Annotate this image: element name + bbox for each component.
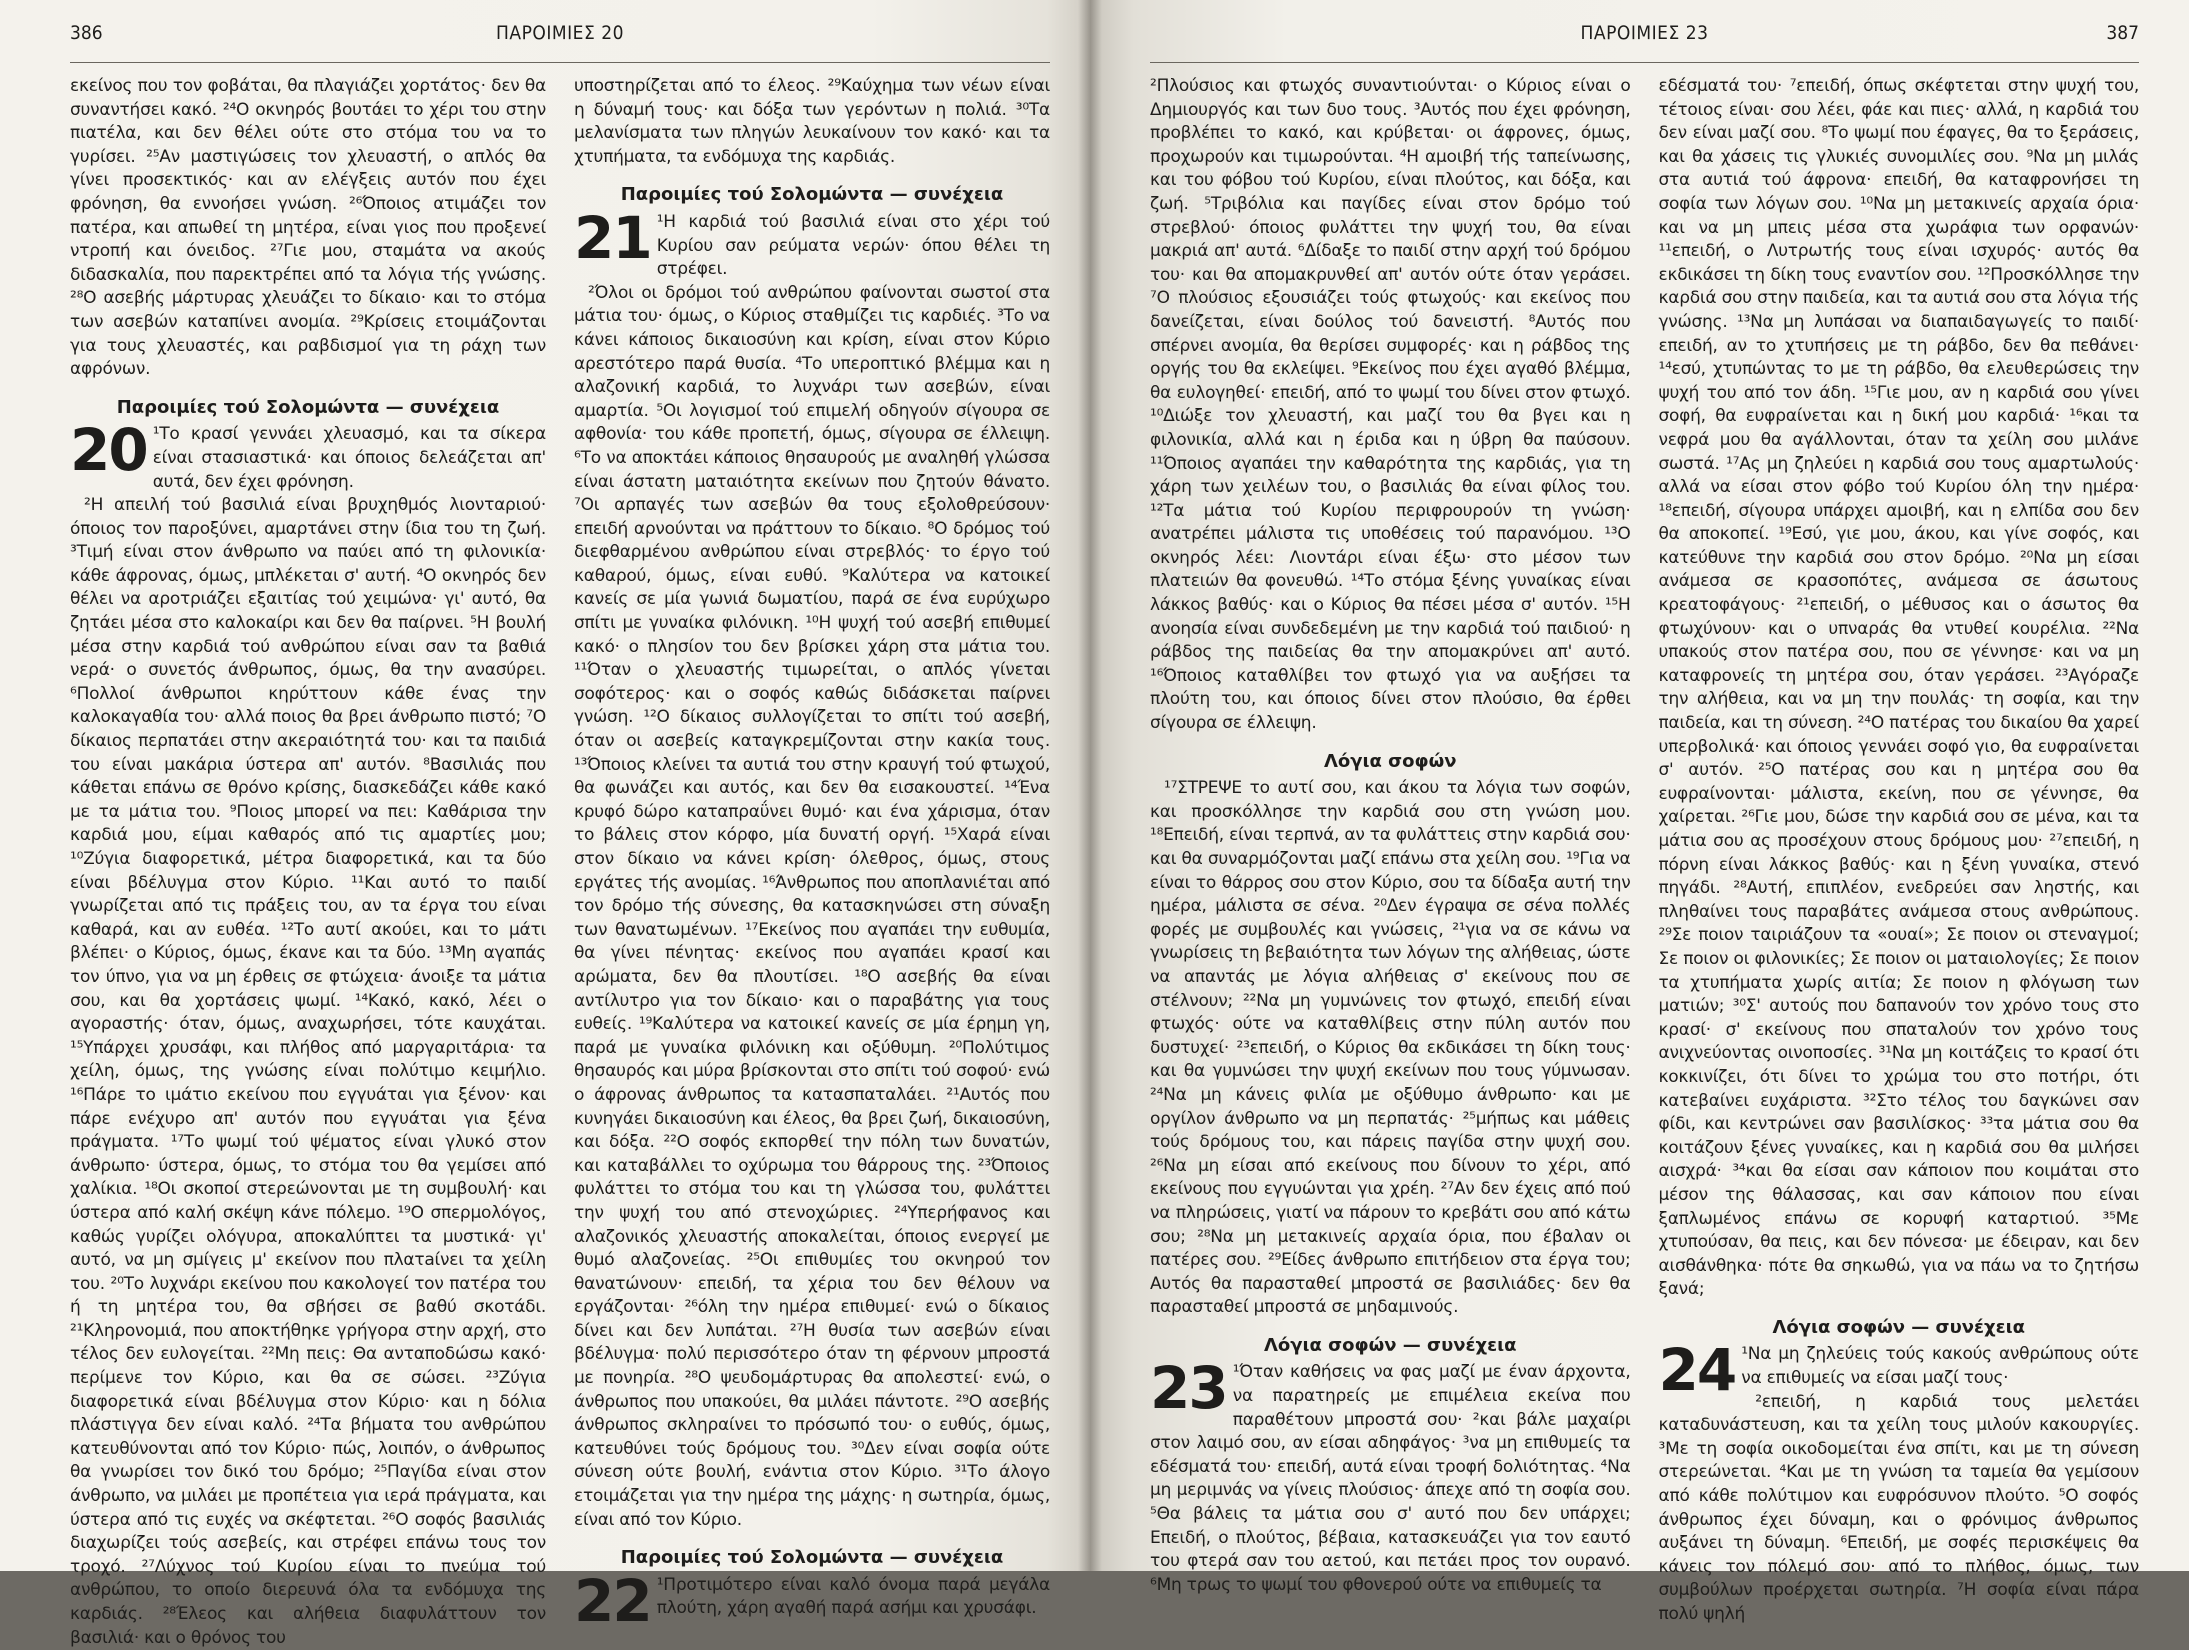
section-heading: Παροιμίες τού Σολομώντα — συνέχεια	[620, 1547, 1004, 1569]
verse-text: ¹Η καρδιά τού βασιλιά είναι στο χέρι τού Κυρίου σαν ρεύματα νερών· όπου θέλει τη στρέφει.	[656, 211, 1050, 280]
left-page	[0, 0, 1090, 1648]
verse-text: ¹Όταν καθήσεις να φας μαζί με έναν άρχοντα, να παρατηρείς με επιμέλεια εκείνα που παραθέτουν μπροστά σου· ²και βάλε μαχαίρι στον λαιμό σου, αν είσαι αδηφάγος· ³να μη επιθυμείς τα εδέσματά του· επειδή, αυτά είναι τροφή δολιότητας. ⁴Να μη μεριμνάς να γίνεις πλούσιος· άπεχε από τη σοφία σου. ⁵Θα βάλεις τα μάτια σου σ' αυτό που δεν υπάρχει; Επειδή, ο πλούτος, βέβαια, κατασκευάζει για τον εαυτό του φτερά σαν του αετού, και πετάει προς τον ουρανό. ⁶Μη τρως το ψωμί του φθονερού ούτε να επιθυμείς τα	[1150, 1362, 1631, 1595]
header-rule	[1150, 62, 2139, 63]
chapter-number: 21	[574, 203, 651, 272]
right-page-column-1	[1150, 75, 1631, 1595]
verse-text: εκείνος που τον φοβάται, θα πλαγιάζει χορτάτος· δεν θα συναντήσει κακό. ²⁴Ο οκνηρός βουτάει το χέρι του στην πιατέλα, και δεν θέλει ούτε στο στόμα του να το γυρίσει. ²⁵Αν μαστιγώσεις τον χλευαστή, ο απλός θα γίνει προσεκτικός· και αν ελέγξεις αυτόν που έχει φρόνηση, θα εννοήσει γνώση. ²⁶Όποιος ατιμάζει τον πατέρα, και απωθεί τη μητέρα, είναι γιος που προξενεί ντροπή και όνειδος. ²⁷Γιε μου, σταμάτα να ακούς διδασκαλία, που παρεκτρέπει από τα λόγια τής γνώσης. ²⁸Ο ασεβής μάρτυρας χλευάζει το δίκαιο· και το στόμα των ασεβών καταπίνει ανομία. ²⁹Κρίσεις ετοιμάζονται για τους χλευαστές, και ραβδισμοί για τη ράχη των αφρόνων.	[70, 76, 546, 380]
verse-paragraph	[1659, 75, 2140, 1302]
verse-text: ²Όλοι οι δρόμοι τού ανθρώπου φαίνονται σωστοί στα μάτια του· όμως, ο Κύριος σταθμίζει τις καρδιές. ³Το να κάνει κάποιος δικαιοσύνη και κρίση, είναι στον Κύριο αρεστότερο παρά θυσία. ⁴Το υπεροπτικό βλέμμα και η αλαζονική καρδιά, το λυχνάρι των ασεβών, είναι αμαρτία. ⁵Οι λογισμοί τού επιμελή οδηγούν σίγουρα σε αφθονία· του κάθε προπετή, όμως, σίγουρα σε έλλειψη. ⁶Το να αποκτάει κάποιος θησαυρούς με αναληθή γλώσσα είναι άστατη ματαιότητα εκείνων που ζητούν θάνατο. ⁷Οι αρπαγές των ασεβών θα τους εξολοθρεύσουν· επειδή αρνούνται να πράττουν το δίκαιο. ⁸Ο δρόμος τού διεφθαρμένου ανθρώπου είναι στρεβλός· το έργο τού καθαρού, όμως, είναι ευθύ. ⁹Καλύτερα να κατοικεί κανείς σε μία γωνιά δωματίου, παρά σε ένα ευρύχωρο σπίτι με γυναίκα φιλόνικη. ¹⁰Η ψυχή τού ασεβή επιθυμεί κακό· ο πλησίον του δεν βρίσκει χάρη στα μάτια του. ¹¹Όταν ο χλευαστής τιμωρείται, ο απλός γίνεται σοφότερος· και ο σοφός καθώς διδάσκεται παίρνει γνώση. ¹²Ο δίκαιος συλλογίζεται το σπίτι τού ασεβή, όταν οι ασεβείς καταγκρεμίζονται στην κακία τους. ¹³Όποιος κλείνει τα αυτιά του στην κραυγή τού φτωχού, θα φωνάζει και αυτός, και δεν θα εισακουστεί. ¹⁴Ένα κρυφό δώρο καταπραΰνει θυμό· και ένα χάρισμα, όταν το βάλεις στον κόρφο, μία δυνατή οργή. ¹⁵Χαρά είναι στον δίκαιο να κάνει κρίση· όλεθρος, όμως, στους εργάτες τής ανομίας. ¹⁶Άνθρωπος που αποπλανιέται από τον δρόμο τής σύνεσης, θα κατασκηνώσει στη σύναξη των θανατωμένων. ¹⁷Εκείνος που αγαπάει την ευθυμία, θα γίνει πένητας· εκείνος που αγαπάει κρασί και αρώματα, δεν θα πλουτίσει. ¹⁸Ο ασεβής θα είναι αντίλυτρο για τον δίκαιο· και ο παραβάτης για τους ευθείς. ¹⁹Καλύτερα να κατοικεί κανείς σε μία έρημη γη, παρά με γυναίκα φιλόνικη και οξύθυμη. ²⁰Πολύτιμος θησαυρός και μύρα βρίσκονται στο σπίτι τού σοφού· ενώ ο άφρονας άνθρωπος τα κατασπαταλάει. ²¹Αυτός που κυνηγάει δικαιοσύνη και έλεος, θα βρει ζωή, δικαιοσύνη, και δόξα. ²²Ο σοφός εκπορθεί την πόλη των δυνατών, και καταβάλλει το οχύρωμα του θάρρους της. ²³Όποιος φυλάττει το στόμα του και τη γλώσσα του, φυλάττει την ψυχή του από στενοχώριες. ²⁴Υπερήφανος και αλαζονικός χλευαστής αποκαλείται, όποιος ενεργεί με θυμό αλαζονείας. ²⁵Οι επιθυμίες του οκνηρού τον θανατώνουν· επειδή, τα χέρια του δεν θέλουν να εργάζονται· ²⁶όλη την ημέρα επιθυμεί· ενώ ο δίκαιος δίνει και δεν λυπάται. ²⁷Η θυσία των ασεβών είναι βδέλυγμα· πολύ περισσότερο όταν τη φέρνουν μπροστά με πονηρία. ²⁸Ο ψευδομάρτυρας θα απολεστεί· ενώ, ο άνθρωπος που υπακούει, θα μιλάει πάντοτε. ²⁹Ο ασεβής άνθρωπος σκληραίνει το πρόσωπό του· ο ευθύς, όμως, κατευθύνει τούς δρόμους του. ³⁰Δεν είναι σοφία ούτε σύνεση ούτε βουλή, ενάντια στον Κύριο. ³¹Το άλογο ετοιμάζεται για την ημέρα της μάχης· η σωτηρία, όμως, είναι από τον Κύριο.	[574, 282, 1050, 1530]
running-title: ΠΑΡΟΙΜΙΕΣ 20	[496, 22, 624, 44]
right-page-header	[1150, 22, 2139, 52]
chapter-number: 23	[1150, 1354, 1227, 1423]
section-heading: Παροιμίες τού Σολομώντα — συνέχεια	[116, 396, 500, 418]
verse-paragraph	[574, 75, 1050, 169]
right-page	[1090, 0, 2189, 1624]
left-page-column-2	[574, 75, 1050, 1635]
section-heading: Λόγια σοφών — συνέχεια	[1772, 1316, 2026, 1338]
verse-paragraph	[70, 494, 546, 1650]
verse-paragraph	[70, 75, 546, 382]
left-page-column-1	[70, 75, 546, 1648]
verse-text: ²Πλούσιος και φτωχός συναντιούνται· ο Κύριος είναι ο Δημιουργός και των δυο τους. ³Αυτός που έχει φρόνηση, προβλέπει το κακό, και κρύβεται· οι άφρονες, όμως, προχωρούν και τιμωρούνται. ⁴Η αμοιβή τής ταπείνωσης, και του φόβου τού Κυρίου, είναι πλούτος, και δόξα, και ζωή. ⁵Τριβόλια και παγίδες είναι στον δρόμο τού στρεβλού· όποιος φυλάττει την ψυχή του, θα είναι μακριά απ' αυτά. ⁶Δίδαξε το παιδί στην αρχή τού δρόμου του· και θα απομακρυνθεί απ' αυτόν ούτε όταν γεράσει. ⁷Ο πλούσιος εξουσιάζει τούς φτωχούς· και εκείνος που δανείζεται, είναι δούλος τού δανειστή. ⁸Αυτός που σπέρνει ανομία, θα θερίσει συμφορές· και η ράβδος της οργής του θα εκλείψει. ⁹Εκείνος που έχει αγαθό βλέμμα, θα ευλογηθεί· επειδή, από το ψωμί του δίνει στον φτωχό. ¹⁰Διώξε τον χλευαστή, και μαζί του θα βγει και η φιλονικία, αλλά και η έριδα και η ύβρη θα παύσουν. ¹¹Όποιος αγαπάει την καθαρότητα της καρδιάς, για τη χάρη των χειλέων του, ο βασιλιάς θα είναι φίλος του. ¹²Τα μάτια τού Κυρίου περιφρουρούν τη γνώση· ανατρέπει μάλιστα τις υποθέσεις τού παρανόμου. ¹³Ο οκνηρός λέει: Λιοντάρι είναι έξω· στο μέσον των πλατειών θα φονευθώ. ¹⁴Το στόμα ξένης γυναίκας είναι λάκκος βαθύς· και ο Κύριος θα πέσει μέσα σ' αυτόν. ¹⁵Η ανοησία είναι συνδεδεμένη με την καρδιά τού παιδιού· η ράβδος της παιδείας θα την απομακρύνει απ' αυτό. ¹⁶Όποιος καταθλίβει τον φτωχό για να αυξήσει τα πλούτη του, και όποιος δίνει στον πλούσιο, θα έρθει σίγουρα σε έλλειψη.	[1150, 76, 1631, 734]
book-gutter-shadow	[1078, 0, 1102, 1571]
left-page-header	[70, 22, 1050, 52]
verse-paragraph	[1150, 75, 1631, 736]
verse-paragraph	[1150, 1354, 1631, 1597]
verse-paragraph	[1659, 1391, 2140, 1627]
verse-text: εδέσματά του· ⁷επειδή, όπως σκέφτεται στην ψυχή του, τέτοιος είναι· σου λέει, φάε και πιες· αλλά, η καρδιά του δεν είναι μαζί σου. ⁸Το ψωμί που έφαγες, θα το ξεράσεις, και θα χάσεις τις γλυκιές συνομιλίες σου. ⁹Να μη μιλάς στα αυτιά τού άφρονα· επειδή, θα καταφρονήσει τη σοφία των λόγων σου. ¹⁰Να μη μετακινείς αρχαία όρια· και να μη μπεις μέσα στα χωράφια των ορφανών· ¹¹επειδή, ο Λυτρωτής τους είναι ισχυρός· αυτός θα εκδικάσει τη δίκη τους εναντίον σου. ¹²Προσκόλλησε την καρδιά σου στην παιδεία, και τα αυτιά σου στα λόγια τής γνώσης. ¹³Να μη λυπάσαι να διαπαιδαγωγείς το παιδί· επειδή, αν το χτυπήσεις με τη ράβδο, δεν θα πεθάνει· ¹⁴εσύ, χτυπώντας το με τη ράβδο, θα ελευθερώσεις την ψυχή του από τον άδη. ¹⁵Γιε μου, αν η καρδιά σου γίνει σοφή, θα ευφραίνεται και η δική μου καρδιά· ¹⁶και τα νεφρά μου θα αγάλλονται, όταν τα χείλη σου μιλάνε σωστά. ¹⁷Ας μη ζηλεύει η καρδιά σου τους αμαρτωλούς· αλλά να είσαι στον φόβο τού Κυρίου όλη την ημέρα· ¹⁸επειδή, σίγουρα υπάρχει αμοιβή, και η ελπίδα σου δεν θα αποκοπεί. ¹⁹Εσύ, γιε μου, άκου, και γίνε σοφός, και κατεύθυνε την καρδιά σου στον δρόμο. ²⁰Να μη είσαι ανάμεσα σε κρασοπότες, ανάμεσα σε άσωτους κρεατοφάγους· ²¹επειδή, ο μέθυσος και ο άσωτος θα φτωχύνουν· και ο υπναράς θα ντυθεί κουρέλια. ²²Να υπακούς στον πατέρα σου, που σε γέννησε· και να μη καταφρονείς τη μητέρα σου, όταν γεράσει. ²³Αγόραζε την αλήθεια, και να μη την πουλάς· τη σοφία, και την παιδεία, και τη σύνεση. ²⁴Ο πατέρας του δικαίου θα χαρεί υπερβολικά· και όποιος γεννάει σοφό γιο, θα ευφραίνεται σ' αυτόν. ²⁵Ο πατέρας σου και η μητέρα σου θα ευφραίνονται· μάλιστα, εκείνη, που σε γέννησε, θα χαίρεται. ²⁶Γιε μου, δώσε την καρδιά σου σε μένα, και τα μάτια σου ας προσέχουν στους δρόμους μου· ²⁷επειδή, η πόρνη είναι λάκκος βαθύς· και η ξένη γυναίκα, στενό πηγάδι. ²⁸Αυτή, επιπλέον, ενεδρεύει σαν ληστής, και πληθαίνει τους παραβάτες ανάμεσα στους ανθρώπους. ²⁹Σε ποιον ταιριάζουν τα «ουαί»; Σε ποιον οι στεναγμοί; Σε ποιον οι φιλονικίες; Σε ποιον οι ματαιολογίες; Σε ποιον τα χτυπήματα χωρίς αιτία; Σε ποιον η φλόγωση των ματιών; ³⁰Σ' αυτούς που δαπανούν τον χρόνο τους στο κρασί· σ' εκείνους που σπαταλούν τον χρόνο τους ανιχνεύοντας οινοποσίες. ³¹Να μη κοιτάζεις το κρασί ότι κοκκινίζει, ότι δίνει το χρώμα του στο ποτήρι, ότι κατεβαίνει ευχάριστα. ³²Στο τέλος του δαγκώνει σαν φίδι, και κεντρώνει σαν βασιλίσκος· ³³τα μάτια σου θα κοιτάζουν ξένες γυναίκες, και η καρδιά σου θα μιλήσει αισχρά· ³⁴και θα είσαι σαν κάποιον που κοιμάται στο μέσον της θάλασσας, και σαν κάποιον που είναι ξαπλωμένος επάνω σε κορυφή καταρτιού. ³⁵Με χτυπούσαν, θα πεις, και δεν πόνεσα· με έδειραν, και δεν αισθάνθηκα· πότε θα σηκωθώ, για να πάω να το ζητήσω ξανά;	[1658, 76, 2139, 1300]
verse-text: υποστηρίζεται από το έλεος. ²⁹Καύχημα των νέων είναι η δύναμή τους· και δόξα των γερόντων η πολιά. ³⁰Τα μελανίσματα των πληγών λευκαίνουν τον κακό· και τα χτυπήματα, τα ενδόμυχα της καρδιάς.	[574, 76, 1050, 167]
verse-text: ¹⁷ΣΤΡΕΨΕ το αυτί σου, και άκου τα λόγια των σοφών, και προσκόλλησε την καρδιά σου στη γνώση μου. ¹⁸Επειδή, είναι τερπνά, αν τα φυλάττεις στην καρδιά σου· και θα συναρμόζονται μαζί επάνω στα χείλη σου. ¹⁹Για να είναι το θάρρος σου στον Κύριο, σου τα δίδαξα αυτή την ημέρα, μάλιστα σε σένα. ²⁰Δεν έγραψα σε σένα πολλές φορές με συμβουλές και γνώσεις, ²¹για να σε κάνω να γνωρίσεις τη βεβαιότητα των λόγων της αλήθειας, ώστε να απαντάς με λόγια αλήθειας σ' εκείνους που σε στέλνουν; ²²Να μη γυμνώνεις τον φτωχό, επειδή είναι φτωχός· ούτε να καταθλίβεις στην πύλη αυτόν που δυστυχεί· ²³επειδή, ο Κύριος θα εκδικάσει τη δίκη τους· και θα γυμνώσει την ψυχή εκείνων που τους γύμνωσαν. ²⁴Να μη κάνεις φιλία με οξύθυμο άνθρωπο· και με οργίλον άνθρωπο να μη περπατάς· ²⁵μήπως και μάθεις τούς δρόμους του, και πάρεις παγίδα στην ψυχή σου. ²⁶Να μη είσαι από εκείνους που δίνουν το χέρι, από εκείνους που εγγυώνται για χρέη. ²⁷Αν δεν έχεις από πού να πληρώσεις, γιατί να πάρουν το κρεβάτι σου από κάτω σου; ²⁸Να μη μετακινείς αρχαία όρια, που έβαλαν οι πατέρες σου. ²⁹Είδες άνθρωπο επιτήδειον στα έργα του; Αυτός θα παρασταθεί μπροστά σε βασιλιάδες· δεν θα παρασταθεί μπροστά σε μηδαμινούς.	[1150, 778, 1631, 1318]
page-number: 386	[70, 22, 103, 44]
verse-paragraph	[574, 282, 1050, 1532]
header-rule	[70, 62, 1050, 63]
chapter-number: 20	[70, 416, 147, 485]
verse-text: ¹Το κρασί γεννάει χλευασμό, και τα σίκερα είναι στασιαστικά· και όποιος δελεάζεται απ' αυτά, δεν έχει φρόνηση.	[152, 424, 546, 492]
verse-text: ²επειδή, η καρδιά τους μελετάει καταδυνάστευση, και τα χείλη τους μιλούν κακουργίες. ³Με τη σοφία οικοδομείται ένα σπίτι, και με τη σύνεση στερεώνεται. ⁴Και με τη γνώση τα ταμεία θα γεμίσουν από κάθε πολύτιμον και ευφρόσυνον πλούτο. ⁵Ο σοφός άνθρωπος έχει δύναμη, και ο φρόνιμος άνθρωπος αυξάνει τη δύναμη. ⁶Επειδή, με σοφές περισκέψεις θα κάνεις τον πόλεμό σου· από το πλήθος, όμως, των συμβούλων προέρχεται σωτηρία. ⁷Η σοφία είναι πάρα πολύ ψηλή	[1658, 1391, 2139, 1624]
verse-paragraph	[70, 416, 546, 494]
verse-paragraph	[1658, 1336, 2140, 1405]
section-heading: Λόγια σοφών — συνέχεια	[1263, 1334, 1517, 1356]
verse-text: ²Η απειλή τού βασιλιά είναι βρυχηθμός λιονταριού· όποιος τον παροξύνει, αμαρτάνει στην ίδια του τη ζωή. ³Τιμή είναι στον άνθρωπο να παύει από τη φιλονικία· κάθε άφρονας, όμως, μπλέκεται σ' αυτή. ⁴Ο οκνηρός δεν θέλει να αροτριάζει εξαιτίας τού χειμώνα· γι' αυτό, θα ζητάει μέσα στο καλοκαίρι και δεν θα παίρνει. ⁵Η βουλή μέσα στην καρδιά τού ανθρώπου είναι σαν τα βαθιά νερά· ο συνετός άνθρωπος, όμως, θα την ανασύρει. ⁶Πολλοί άνθρωποι κηρύττουν κάθε ένας την καλοκαγαθία του· αλλά ποιος θα βρει άνθρωπο πιστό; ⁷Ο δίκαιος περπατάει στην ακεραιότητά του· και τα παιδιά του είναι μακάρια ύστερα απ' αυτόν. ⁸Βασιλιάς που κάθεται επάνω σε θρόνο κρίσης, διασκεδάζει κάθε κακό με τα μάτια του. ⁹Ποιος μπορεί να πει: Καθάρισα την καρδιά μου, είμαι καθαρός από τις αμαρτίες μου; ¹⁰Ζύγια διαφορετικά, μέτρα διαφορετικά, και τα δύο είναι βδέλυγμα στον Κύριο. ¹¹Και αυτό το παιδί γνωρίζεται από τις πράξεις του, αν τα έργα του είναι καθαρά, και αν ευθέα. ¹²Το αυτί ακούει, και το μάτι βλέπει· ο Κύριος, όμως, έκανε και τα δύο. ¹³Μη αγαπάς τον ύπνο, για να μη έρθεις σε φτώχεια· άνοιξε τα μάτια σου, και θα χορτάσεις ψωμί. ¹⁴Κακό, κακό, λέει ο αγοραστής· όταν, όμως, αναχωρήσει, τότε καυχάται. ¹⁵Υπάρχει χρυσάφι, και πλήθος από μαργαριτάρια· τα χείλη, όμως, της γνώσης είναι πολύτιμο κειμήλιο. ¹⁶Πάρε το ιμάτιο εκείνου που εγγυάται για ξένον· και πάρε ενέχυρο απ' αυτόν που εγγυάται για ξένα πράγματα. ¹⁷Το ψωμί τού ψέματος είναι γλυκό στον άνθρωπο· ύστερα, όμως, το στόμα του θα γεμίσει από χαλίκια. ¹⁸Οι σκοποί στερεώνονται με τη συμβουλή· και ύστερα από καλή σκέψη κάνε πόλεμο. ¹⁹Ο σπερμολόγος, καθώς γυρίζει ολόγυρα, αποκαλύπτει τα μυστικά· γι' αυτό, να μη σμίγεις μ' εκείνον που πλατaίνει τα χείλη του. ²⁰Το λυχνάρι εκείνου που κακολογεί τον πατέρα του ή τη μητέρα του, θα σβήσει σε βαθύ σκοτάδι. ²¹Κληρονομιά, που αποκτήθηκε γρήγορα στην αρχή, στο τέλος δεν ευλογείται. ²²Μη πεις: Θα ανταποδώσω κακό· περίμενε τον Κύριο, και θα σε σώσει. ²³Ζύγια διαφορετικά είναι βδέλυγμα στον Κύριο· και η δόλια πλάστιγγα δεν είναι καλό. ²⁴Τα βήματα του ανθρώπου κατευθύνονται από τον Κύριο· πώς, λοιπόν, ο άνθρωπος θα γνωρίσει τον δικό του δρόμο; ²⁵Παγίδα είναι στον άνθρωπο, να μιλάει με προπέτεια για ιερά πράγματα, και ύστερα από τις ευχές να σκέφτεται. ²⁶Ο σοφός βασιλιάς διαχωρίζει τούς ασεβείς, και στρέφει επάνω τους τον τροχό. ²⁷Λύχνος τού Κυρίου είναι το πνεύμα τού ανθρώπου, το οποίο διερευνά όλα τα ενδόμυχα της καρδιάς. ²⁸Έλεος και αλήθεια διαφυλάττουν τον βασιλιά· και ο θρόνος του	[70, 495, 546, 1648]
verse-paragraph	[1150, 777, 1631, 1320]
verse-paragraph	[574, 1566, 1050, 1635]
section-heading: Παροιμίες τού Σολομώντα — συνέχεια	[620, 184, 1004, 206]
chapter-number: 24	[1658, 1336, 1736, 1405]
running-title: ΠΑΡΟΙΜΙΕΣ 23	[1580, 22, 1709, 44]
verse-text: ¹Να μη ζηλεύεις τούς κακούς ανθρώπους ούτε να επιθυμείς να είσαι μαζί τους·	[1741, 1344, 2139, 1389]
page-number: 387	[2106, 22, 2139, 44]
verse-text: ¹Προτιμότερο είναι καλό όνομα παρά μεγάλα πλούτη, χάρη αγαθή παρά ασήμι και χρυσάφι.	[656, 1574, 1050, 1619]
section-heading: Λόγια σοφών	[1323, 750, 1457, 772]
chapter-number: 22	[574, 1566, 651, 1635]
verse-paragraph	[574, 203, 1050, 282]
right-page-column-2	[1658, 75, 2140, 1624]
